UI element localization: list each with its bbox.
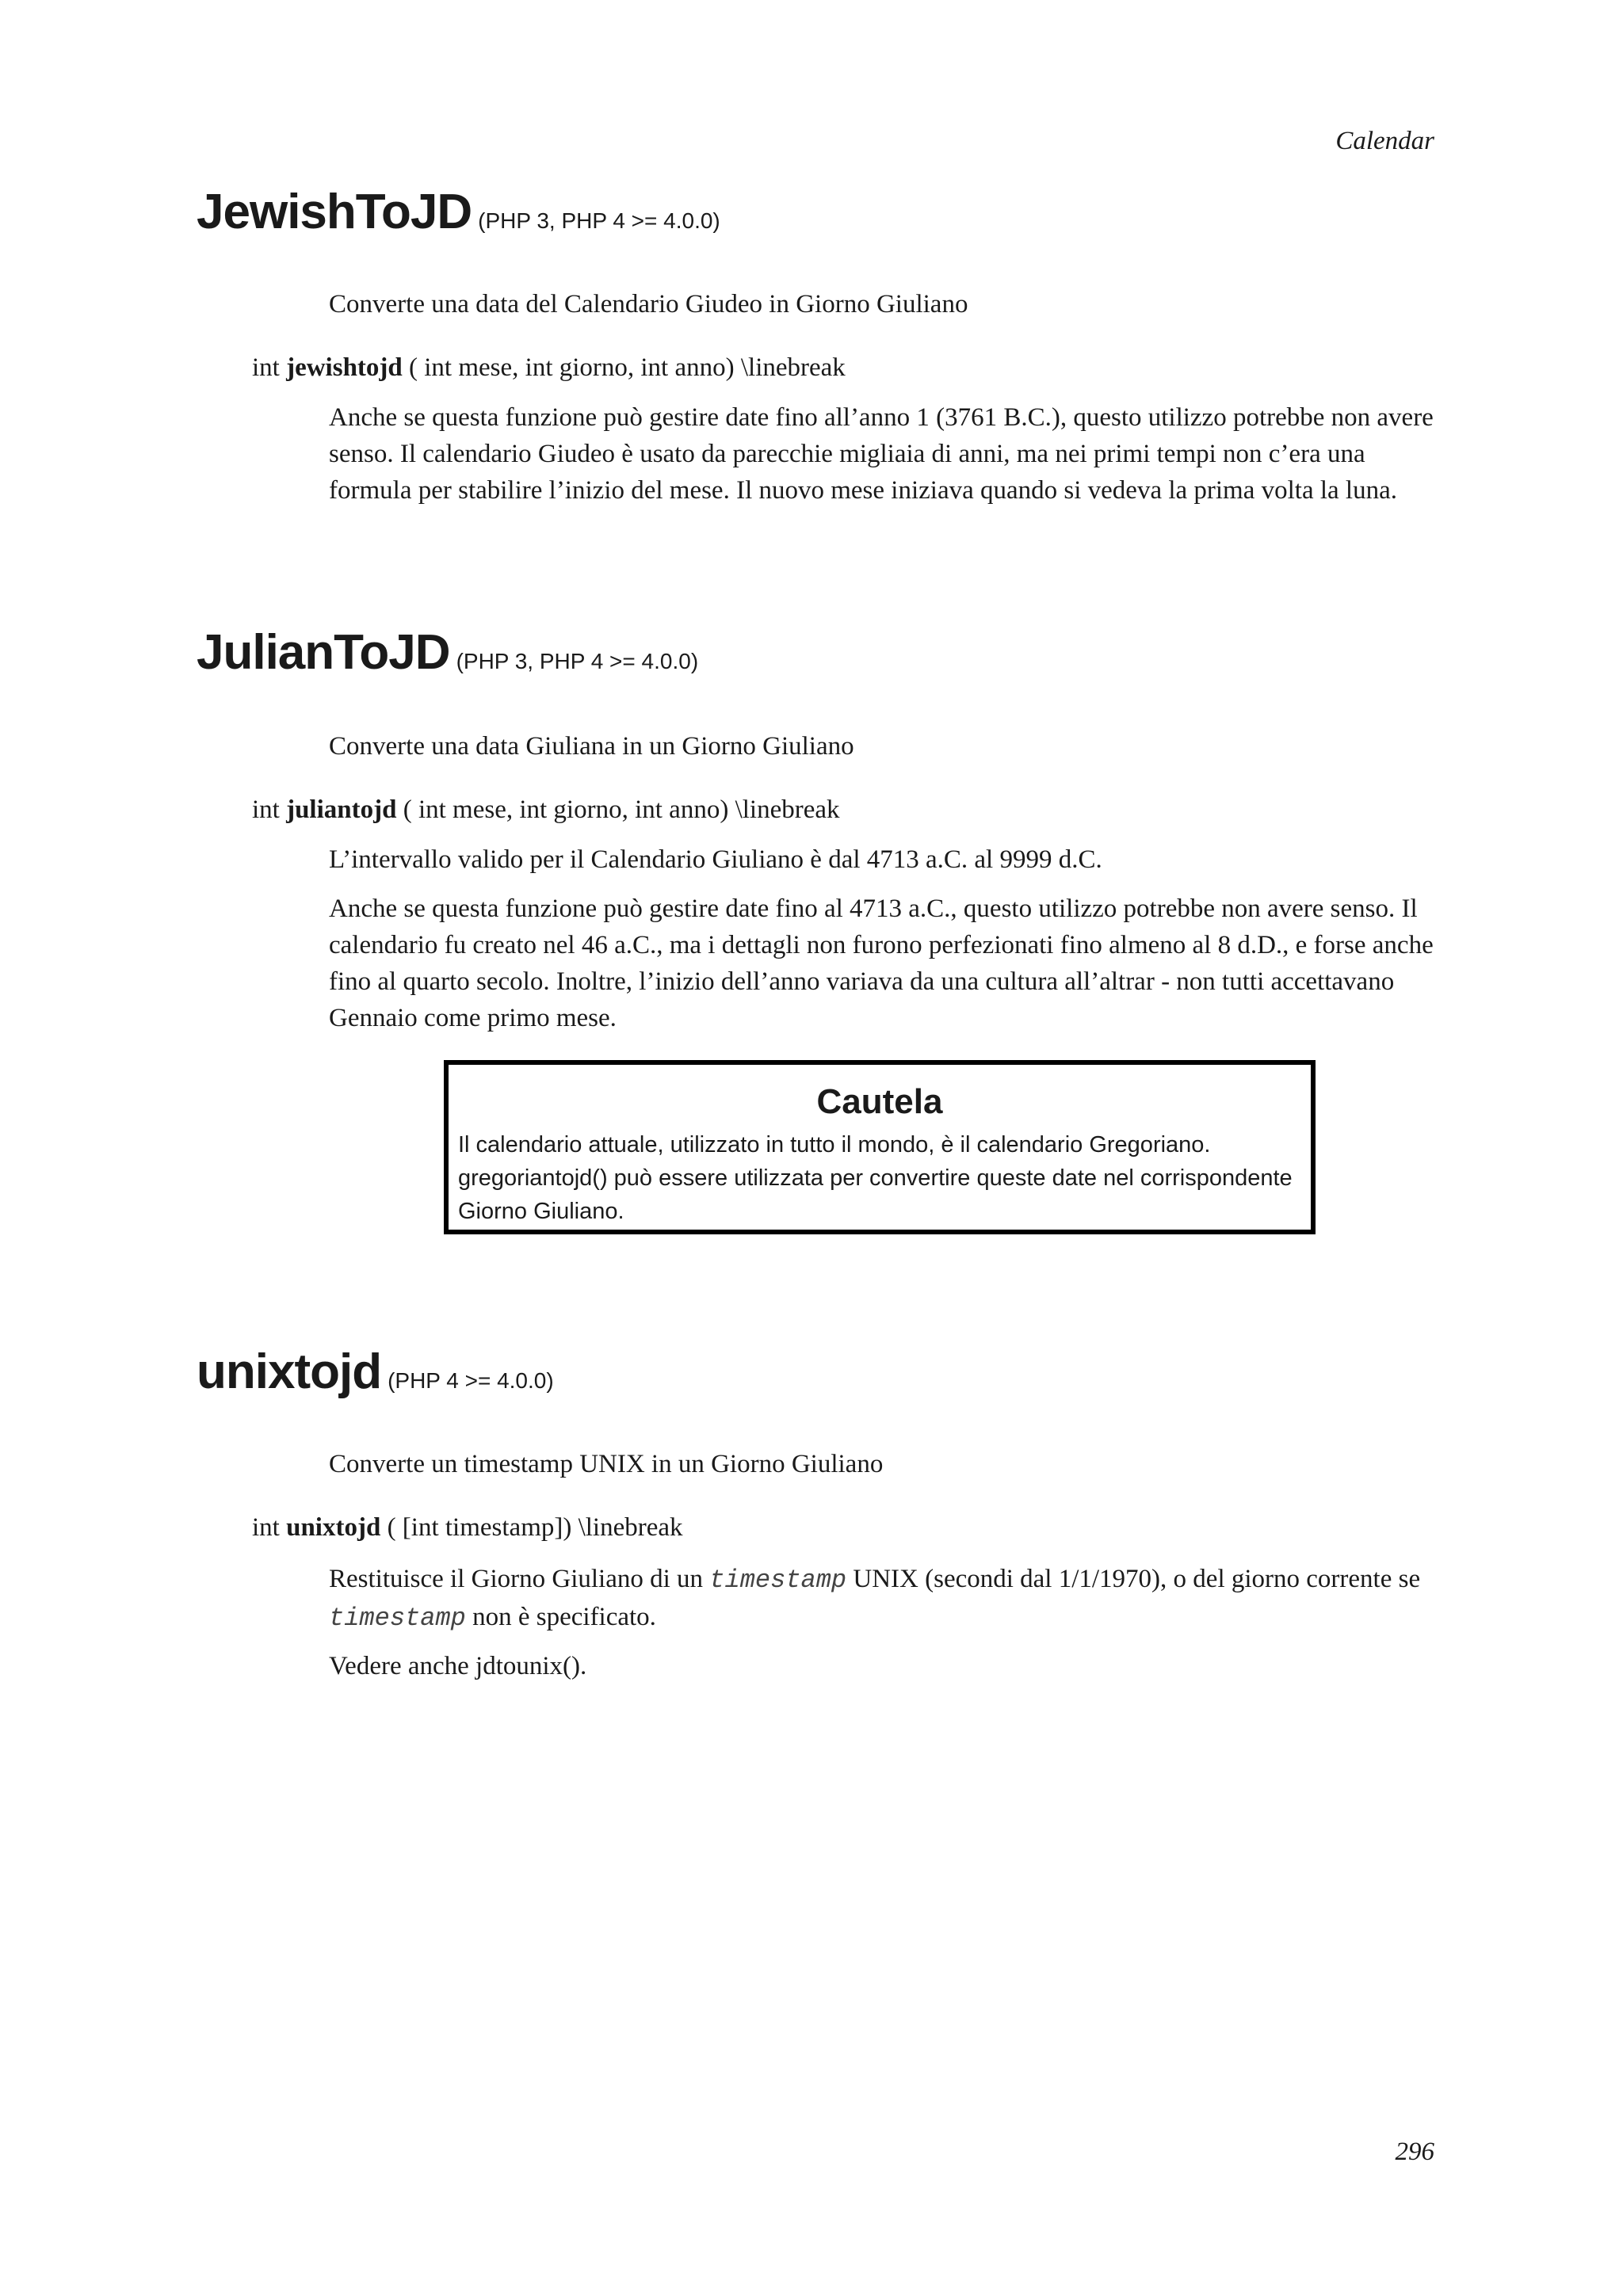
description-paragraph: Vedere anche jdtounix(). xyxy=(329,1652,587,1680)
section-title-unixtojd xyxy=(197,1344,554,1400)
return-type: int xyxy=(252,1513,280,1542)
description-paragraph xyxy=(329,1561,1438,1637)
description-paragraph: L’intervallo valido per il Calendario Giuliano è dal 4713 a.C. al 9999 d.C. xyxy=(329,845,1102,874)
section-title-juliantojd xyxy=(197,624,698,681)
function-version: (PHP 4 >= 4.0.0) xyxy=(388,1368,554,1393)
synopsis-args: ( int mese, int giorno, int anno) \linebreak xyxy=(403,795,840,824)
synopsis-args: ( [int timestamp]) \linebreak xyxy=(387,1513,683,1542)
function-summary: Converte un timestamp UNIX in un Giorno Giuliano xyxy=(329,1450,884,1478)
caution-text xyxy=(458,1128,1311,1228)
description xyxy=(329,841,1438,878)
function-synopsis xyxy=(252,795,840,825)
section-title-jewishtojd xyxy=(197,184,720,240)
parameter-code: timestamp xyxy=(329,1604,466,1633)
synopsis-function-name: unixtojd xyxy=(286,1513,381,1542)
text: Restituisce il Giorno Giuliano di un xyxy=(329,1565,710,1593)
synopsis-args: ( int mese, int giorno, int anno) \linebreak xyxy=(409,353,846,382)
return-type: int xyxy=(252,353,280,382)
description-paragraph: Anche se questa funzione può gestire date fino all’anno 1 (3761 B.C.), questo utilizzo potrebbe non avere senso. Il calendario Giudeo è usato da parecchie migliaia di anni, ma nei primi tempi non c’era una formula per stabilire l’inizio del mese. Il nuovo mese iniziava quando si vedeva la prima volta la luna. xyxy=(329,403,1434,505)
function-version: (PHP 3, PHP 4 >= 4.0.0) xyxy=(478,208,720,233)
function-name: JewishToJD xyxy=(197,185,472,239)
running-header: Calendar xyxy=(1335,127,1434,155)
caution-paragraph: Il calendario attuale, utilizzato in tutto il mondo, è il calendario Gregoriano. gregoriantojd() può essere utilizzata per convertire queste date nel corrispondente Giorno Giuliano. xyxy=(458,1132,1293,1224)
page-number: 296 xyxy=(1395,2138,1434,2166)
function-summary: Converte una data Giuliana in un Giorno Giuliano xyxy=(329,732,854,761)
function-name: JulianToJD xyxy=(197,625,450,680)
text: UNIX (secondi dal 1/1/1970), o del giorno corrente se xyxy=(846,1565,1421,1593)
synopsis-function-name: jewishtojd xyxy=(286,353,403,382)
return-type: int xyxy=(252,795,280,824)
text: non è specificato. xyxy=(465,1603,656,1631)
caution-box xyxy=(444,1060,1316,1234)
function-synopsis xyxy=(252,353,846,383)
synopsis-function-name: juliantojd xyxy=(286,795,397,824)
caution-title: Cautela xyxy=(816,1082,943,1121)
description xyxy=(329,1561,1438,1637)
description xyxy=(329,399,1438,509)
parameter-code: timestamp xyxy=(709,1566,847,1595)
function-name: unixtojd xyxy=(197,1344,382,1399)
function-version: (PHP 3, PHP 4 >= 4.0.0) xyxy=(456,649,699,673)
function-synopsis xyxy=(252,1513,683,1543)
description xyxy=(329,1648,1438,1684)
function-summary: Converte una data del Calendario Giudeo in Giorno Giuliano xyxy=(329,290,968,318)
description xyxy=(329,891,1438,1036)
description-paragraph: Anche se questa funzione può gestire date fino al 4713 a.C., questo utilizzo potrebbe non avere senso. Il calendario fu creato nel 46 a.C., ma i dettagli non furono perfezionati fino almeno al 8 d.D., e forse anche fino al quarto secolo. Inoltre, l’inizio dell’anno variava da una cultura all’altrar - non tutti accettavano Gennaio come primo mese. xyxy=(329,894,1434,1032)
